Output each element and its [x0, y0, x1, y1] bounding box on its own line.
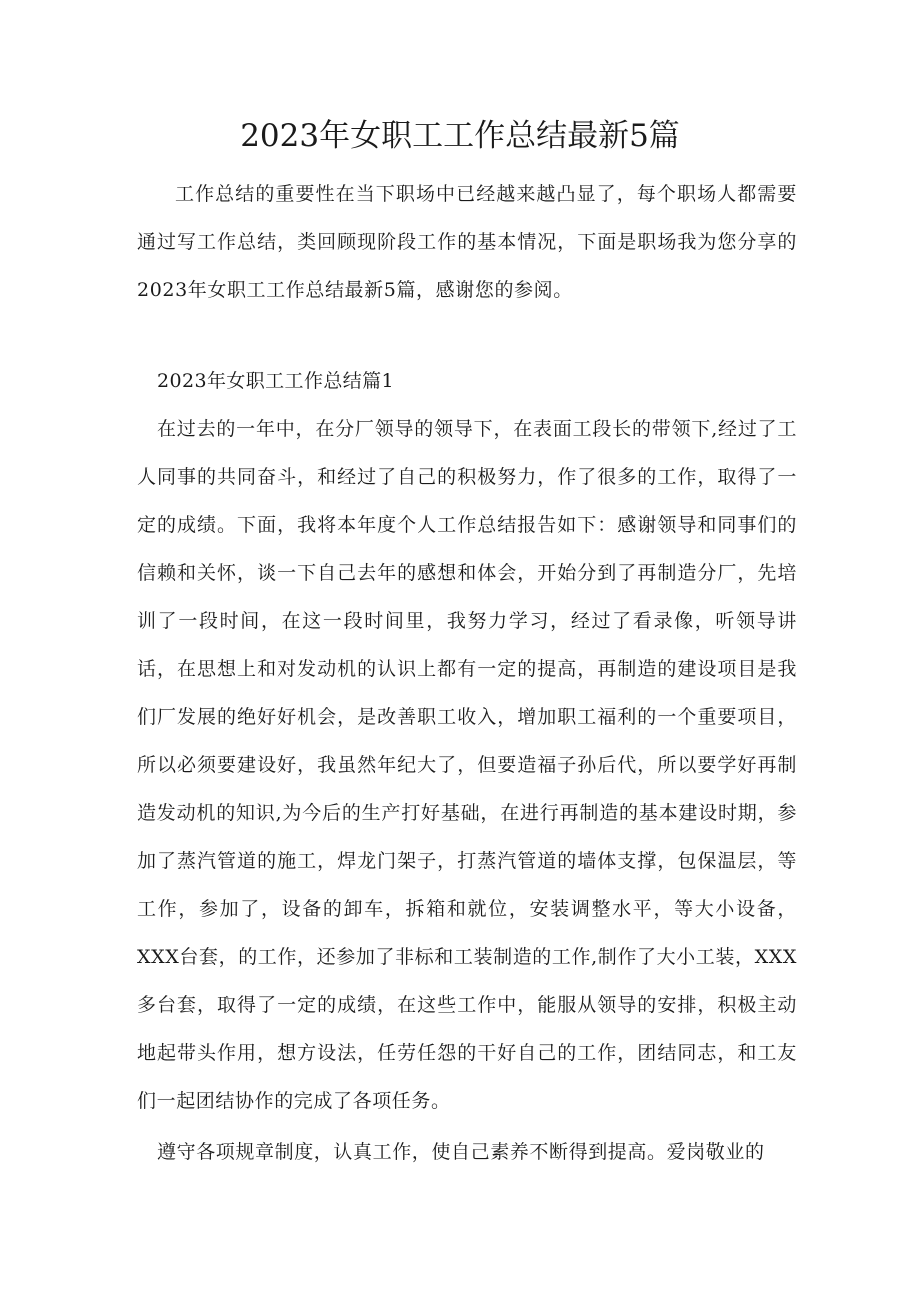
- intro-paragraph: 工作总结的重要性在当下职场中已经越来越凸显了，每个职场人都需要通过写工作总结，类回顾现阶段工作的基本情况，下面是职场我为您分享的2023年女职工工作总结最新5篇，感谢您的参阅。: [137, 183, 797, 301]
- body-paragraph: 遵守各项规章制度，认真工作，使自己素养不断得到提高。爱岗敬业的: [157, 1141, 765, 1163]
- document-title: 2023年女职工工作总结最新5篇: [240, 118, 680, 154]
- section-heading: 2023年女职工工作总结篇1: [157, 370, 395, 392]
- body-paragraph: 在过去的一年中，在分厂领导的领导下，在表面工段长的带领下,经过了工人同事的共同奋斗，和经过了自己的积极努力，作了很多的工作，取得了一定的成绩。下面，我将本年度个人工作总结报告如下：感谢领导和同事们的信赖和关怀，谈一下自己去年的感想和体会，开始分到了再制造分厂，先培训了一段时间，在这一段时间里，我努力学习，经过了看录像，听领导讲话，在思想上和对发动机的认识上都有一定的提高，再制造的建设项目是我们厂发展的绝好好机会，是改善职工收入，增加职工福利的一个重要项目，所以必须要建设好，我虽然年纪大了，但要造福子孙后代，所以要学好再制造发动机的知识,为今后的生产打好基础，在进行再制造的基本建设时期，参加了蒸汽管道的施工，焊龙门架子，打蒸汽管道的墙体支撑，包保温层，等工作，参加了，设备的卸车，拆箱和就位，安装调整水平，等大小设备，XXX台套，的工作，还参加了非标和工装制造的工作,制作了大小工装，XXX多台套，取得了一定的成绩，在这些工作中，能服从领导的安排，积极主动地起带头作用，想方设法，任劳任怨的干好自己的工作，团结同志，和工友们一起团结协作的完成了各项任务。: [137, 418, 797, 1112]
